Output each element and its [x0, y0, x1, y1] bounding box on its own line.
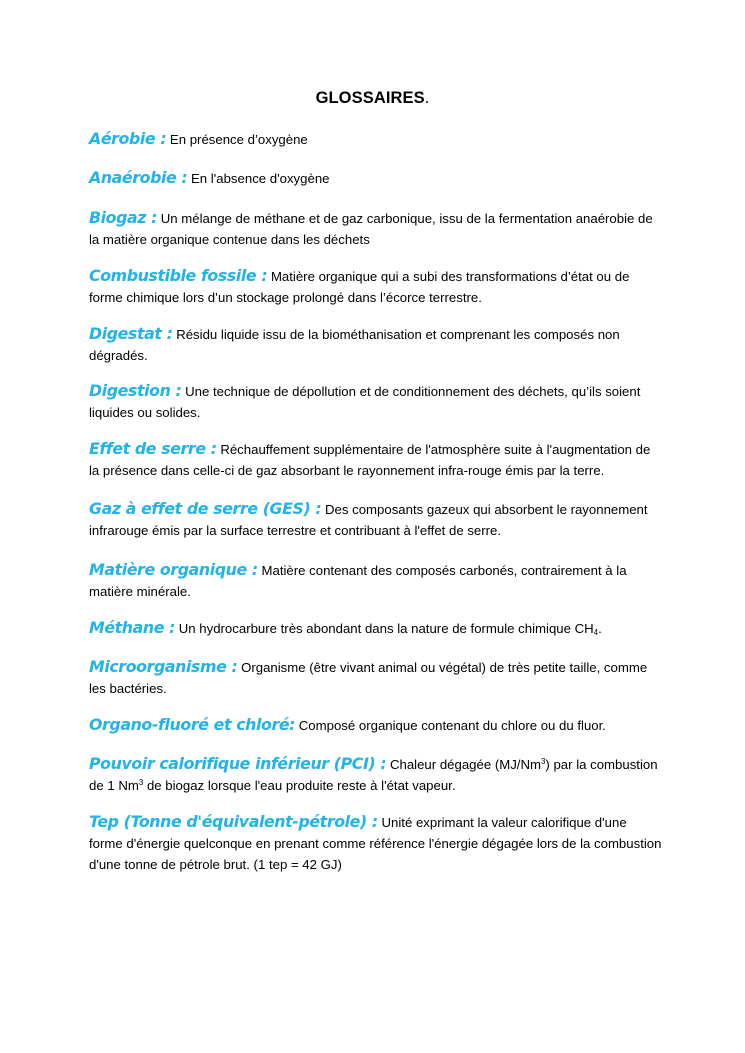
glossary-definition: Un mélange de méthane et de gaz carbonique, issu de la fermentation anaérobie de la matière organique contenue dans les déchets: [89, 211, 653, 247]
superscript-3: 3: [540, 757, 546, 766]
glossary-term: Tep (Tonne d'équivalent-pétrole) :: [89, 812, 378, 831]
glossary-definition: Matière organique qui a subi des transformations d’état ou de forme chimique lors d’un stockage prolongé dans l’écorce terrestre.: [89, 269, 630, 305]
definition-period: .: [598, 621, 602, 636]
glossary-definition: Composé organique contenant du chlore ou du fluor.: [298, 718, 606, 733]
glossary-entry-biogaz: [89, 207, 664, 250]
glossary-definition: Matière contenant des composés carbonés, contrairement à la matière minérale.: [89, 563, 627, 599]
glossary-term: Biogaz :: [89, 208, 158, 227]
page-title-dot: .: [424, 89, 430, 107]
glossary-entry-organo-fluore: [89, 714, 664, 736]
glossary-entry-combustible-fossile: [89, 265, 664, 308]
glossary-entry-pci: [89, 753, 664, 796]
glossary-definition: Des composants gazeux qui absorbent le rayonnement infrarouge émis par la surface terrestre et contribuant à l'effet de serre.: [89, 502, 648, 538]
glossary-entry-effet-de-serre: [89, 438, 664, 481]
glossary-entry-digestion: [89, 380, 664, 423]
glossary-entry-ges: [89, 498, 664, 541]
glossary-term: Digestat :: [89, 324, 173, 343]
glossary-entry-anaerobie: [89, 167, 664, 189]
glossary-entry-methane: [89, 617, 664, 639]
glossary-entry-microorganisme: [89, 656, 664, 699]
glossary-term: Microorganisme :: [89, 657, 238, 676]
page-title-text: GLOSSAIRES: [315, 89, 425, 107]
glossary-definition: En l'absence d'oxygène: [191, 171, 330, 186]
definition-text: ) par la combustion de 1 Nm: [89, 757, 658, 793]
glossary-term: Méthane :: [89, 618, 176, 637]
glossary-definition: Unité exprimant la valeur calorifique d'une forme d'énergie quelconque en prenant comme référence l'énergie dégagée lors de la combustion d'une tonne de pétrole brut. (1 tep = 42 GJ): [89, 815, 662, 872]
definition-text: Un hydrocarbure très abondant dans la nature de formule chimique CH: [178, 621, 594, 636]
glossary-definition: Réchauffement supplémentaire de l'atmosphère suite à l'augmentation de la présence dans celle-ci de gaz absorbant le rayonnement infra-rouge émis par la terre.: [89, 442, 651, 478]
definition-text: Chaleur dégagée (MJ/Nm: [389, 757, 541, 772]
glossary-term: Combustible fossile :: [89, 266, 268, 285]
glossary-definition: Organisme (être vivant animal ou végétal) de très petite taille, comme les bactéries.: [89, 660, 648, 696]
glossary-term: Pouvoir calorifique inférieur (PCI) :: [89, 754, 387, 773]
glossary-term: Aérobie :: [89, 129, 167, 148]
glossary-term: Digestion :: [89, 381, 182, 400]
glossary-definition: Résidu liquide issu de la biométhanisation et comprenant les composés non dégradés.: [89, 327, 620, 363]
definition-text: de biogaz lorsque l'eau produite reste à l'état vapeur.: [143, 778, 456, 793]
glossary-term: Matière organique :: [89, 560, 258, 579]
glossary-definition: En présence d’oxygène: [169, 132, 308, 147]
glossary-entry-aerobie: [89, 128, 664, 150]
glossary-term: Anaérobie :: [89, 168, 188, 187]
superscript-3: 3: [138, 778, 144, 787]
glossary-definition: Une technique de dépollution et de conditionnement des déchets, qu’ils soient liquides ou solides.: [89, 384, 641, 420]
glossary-term: Organo-fluoré et chloré:: [89, 715, 296, 734]
subscript-4: 4: [593, 628, 599, 637]
glossary-entry-matiere-organique: [89, 559, 664, 602]
glossary-entry-tep: [89, 811, 664, 875]
page-title: [0, 89, 745, 108]
glossary-term: Gaz à effet de serre (GES) :: [89, 499, 322, 518]
glossary-term: Effet de serre :: [89, 439, 217, 458]
glossary-definition: [179, 621, 602, 636]
glossary-entry-digestat: [89, 323, 664, 366]
